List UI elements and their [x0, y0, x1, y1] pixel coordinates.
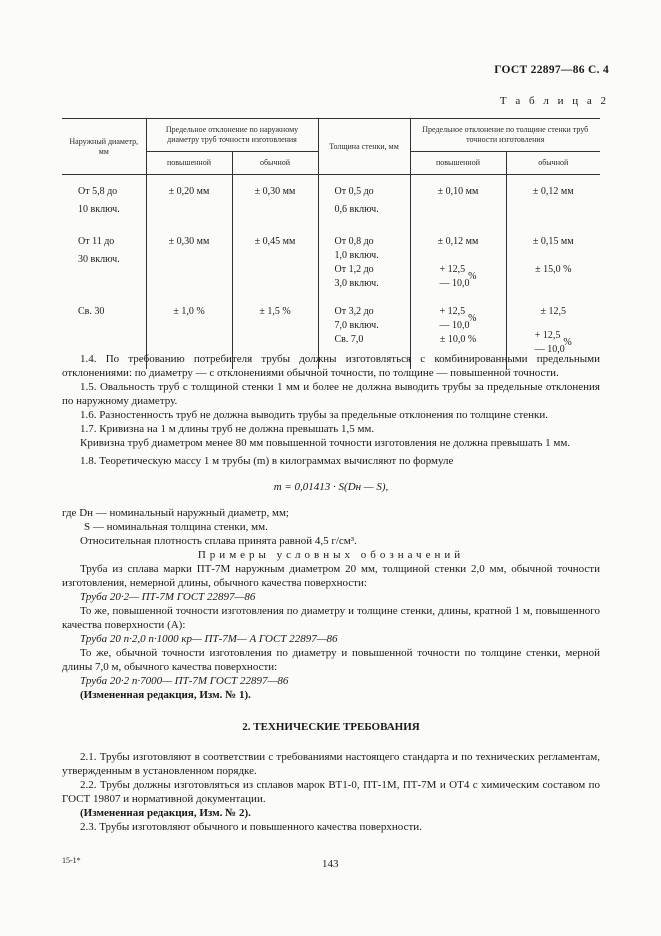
cell: ± 0,15 мм: [532, 236, 574, 247]
paragraph: 1.5. Овальность труб с толщиной стенки 1 мм и более не должна выводить трубы за предельные отклонения по наружному диаметру.: [62, 381, 600, 407]
paragraph: 1.7. Кривизна на 1 м длины труб не должна превышать 1,5 мм.: [80, 423, 375, 435]
designation: Труба 20·2 п·7000— ПТ-7М ГОСТ 22897—86: [80, 675, 289, 687]
paragraph: 2.2. Трубы должны изготовляться из сплавов марок ВТ1-0, ПТ-1М, ПТ-7М и ОТ4 с химическим составом по ГОСТ 19807 и нормативной документации.: [62, 779, 600, 805]
formula: m = 0,01413 · S(Dн — S),: [273, 481, 389, 493]
cell: %: [468, 271, 477, 282]
section-heading: Примеры условных обозначений: [197, 549, 465, 561]
cell: 3,0 включ.: [334, 278, 379, 289]
cell: ± 0,12 мм: [506, 175, 600, 236]
col-header-diameter: Наружный диаметр, мм: [69, 136, 139, 156]
revision-note: (Измененная редакция, Изм. № 1).: [80, 689, 251, 701]
paragraph: То же, повышенной точности изготовления по диаметру и толщине стенки, длины, кратной 1 м, повышенного качества поверхности (А):: [62, 605, 600, 631]
paragraph: Труба из сплава марки ПТ-7М наружным диаметром 20 мм, толщиной стенки 2,0 мм, обычной точности изготовления, немерной длины, обычного качества поверхности:: [62, 563, 600, 589]
cell: От 1,2 до: [334, 264, 374, 275]
main-text: [62, 352, 600, 834]
cell: 0,6 включ.: [334, 204, 379, 215]
cell: + 12,5: [534, 330, 561, 341]
tolerance-table: [62, 118, 600, 369]
table-row: [62, 235, 600, 305]
paragraph: 1.4. По требованию потребителя трубы должны изготовляться с комбинированными предельными отклонениями: по диаметру — с отклонениями обычной точности, по толщине — повышенной точности.: [62, 353, 600, 379]
cell: От 3,2 до: [334, 306, 374, 317]
cell: ± 1,5 %: [232, 305, 318, 369]
cell: 1,0 включ.: [334, 250, 379, 261]
paragraph: 2.1. Трубы изготовляют в соответствии с требованиями настоящего стандарта и по технических регламентам, утвержденным в установленном порядке.: [62, 751, 600, 777]
revision-note: (Измененная редакция, Изм. № 2).: [80, 807, 251, 819]
sub-header-high: повышенной: [146, 152, 232, 175]
cell: ± 0,45 мм: [232, 235, 318, 305]
cell: — 10,0: [439, 278, 470, 289]
cell: Св. 7,0: [334, 334, 364, 345]
cell: 30 включ.: [78, 254, 120, 265]
cell: ± 0,30 мм: [146, 235, 232, 305]
cell: 7,0 включ.: [334, 320, 379, 331]
col-header-diam-tolerance: Предельное отклонение по наружному диаметру труб точности изготовления: [146, 119, 318, 152]
section-heading: 2. ТЕХНИЧЕСКИЕ ТРЕБОВАНИЯ: [242, 721, 420, 733]
col-header-wall: Толщина стенки, мм: [318, 119, 410, 175]
paragraph: Кривизна труб диаметром менее 80 мм повышенной точности изготовления не должна превышать 1 мм.: [80, 437, 571, 449]
document-code: ГОСТ 22897—86 С. 4: [494, 64, 609, 76]
cell: + 12,5: [439, 264, 466, 275]
sub-header-normal: обычной: [506, 152, 600, 175]
cell: ± 12,5: [540, 306, 566, 317]
footer-mark: 15-1*: [62, 856, 81, 865]
cell: От 5,8 до: [78, 186, 118, 197]
cell: От 0,5 до: [334, 186, 374, 197]
cell: ± 15,0 %: [535, 264, 572, 275]
paragraph: S — номинальная толщина стенки, мм.: [84, 521, 268, 533]
cell: %: [468, 313, 477, 324]
cell: ± 0,30 мм: [232, 175, 318, 236]
table-caption: Т а б л и ц а 2: [499, 95, 609, 107]
cell: %: [563, 337, 572, 348]
col-header-wall-tolerance: Предельное отклонение по толщине стенки труб точности изготовления: [410, 119, 600, 152]
sub-header-high: повышенной: [410, 152, 506, 175]
paragraph: где Dн — номинальный наружный диаметр, мм;: [62, 507, 289, 519]
cell: 10 включ.: [78, 204, 120, 215]
paragraph: Относительная плотность сплава принята равной 4,5 г/см³.: [80, 535, 357, 547]
cell: ± 0,20 мм: [146, 175, 232, 236]
designation: Труба 20 п·2,0 п·1000 кр— ПТ-7М— А ГОСТ 22897—86: [80, 633, 338, 645]
cell: ± 10,0 %: [439, 334, 477, 345]
paragraph: 1.8. Теоретическую массу 1 м трубы (m) в килограммах вычисляют по формуле: [80, 455, 454, 467]
table-row: [62, 175, 600, 236]
designation: Труба 20·2— ПТ-7М ГОСТ 22897—86: [80, 591, 256, 603]
cell: От 0,8 до: [334, 236, 374, 247]
paragraph: То же, обычной точности изготовления по диаметру и повышенной точности по толщине стенки, мерной длины 7,0 м, обычного качества поверхности:: [62, 647, 600, 673]
cell: От 11 до: [78, 236, 115, 247]
cell: — 10,0: [534, 344, 565, 355]
paragraph: 2.3. Трубы изготовляют обычного и повышенного качества поверхности.: [80, 821, 422, 833]
cell: + 12,5: [439, 306, 466, 317]
cell: — 10,0: [439, 320, 470, 331]
sub-header-normal: обычной: [232, 152, 318, 175]
page-number: 143: [322, 858, 339, 870]
cell: ± 0,12 мм: [437, 236, 479, 247]
cell: ± 1,0 %: [146, 305, 232, 369]
paragraph: 1.6. Разностенность труб не должна выводить трубы за предельные отклонения по толщине стенки.: [80, 409, 549, 421]
cell: Св. 30: [78, 306, 105, 317]
cell: ± 0,10 мм: [410, 175, 506, 236]
